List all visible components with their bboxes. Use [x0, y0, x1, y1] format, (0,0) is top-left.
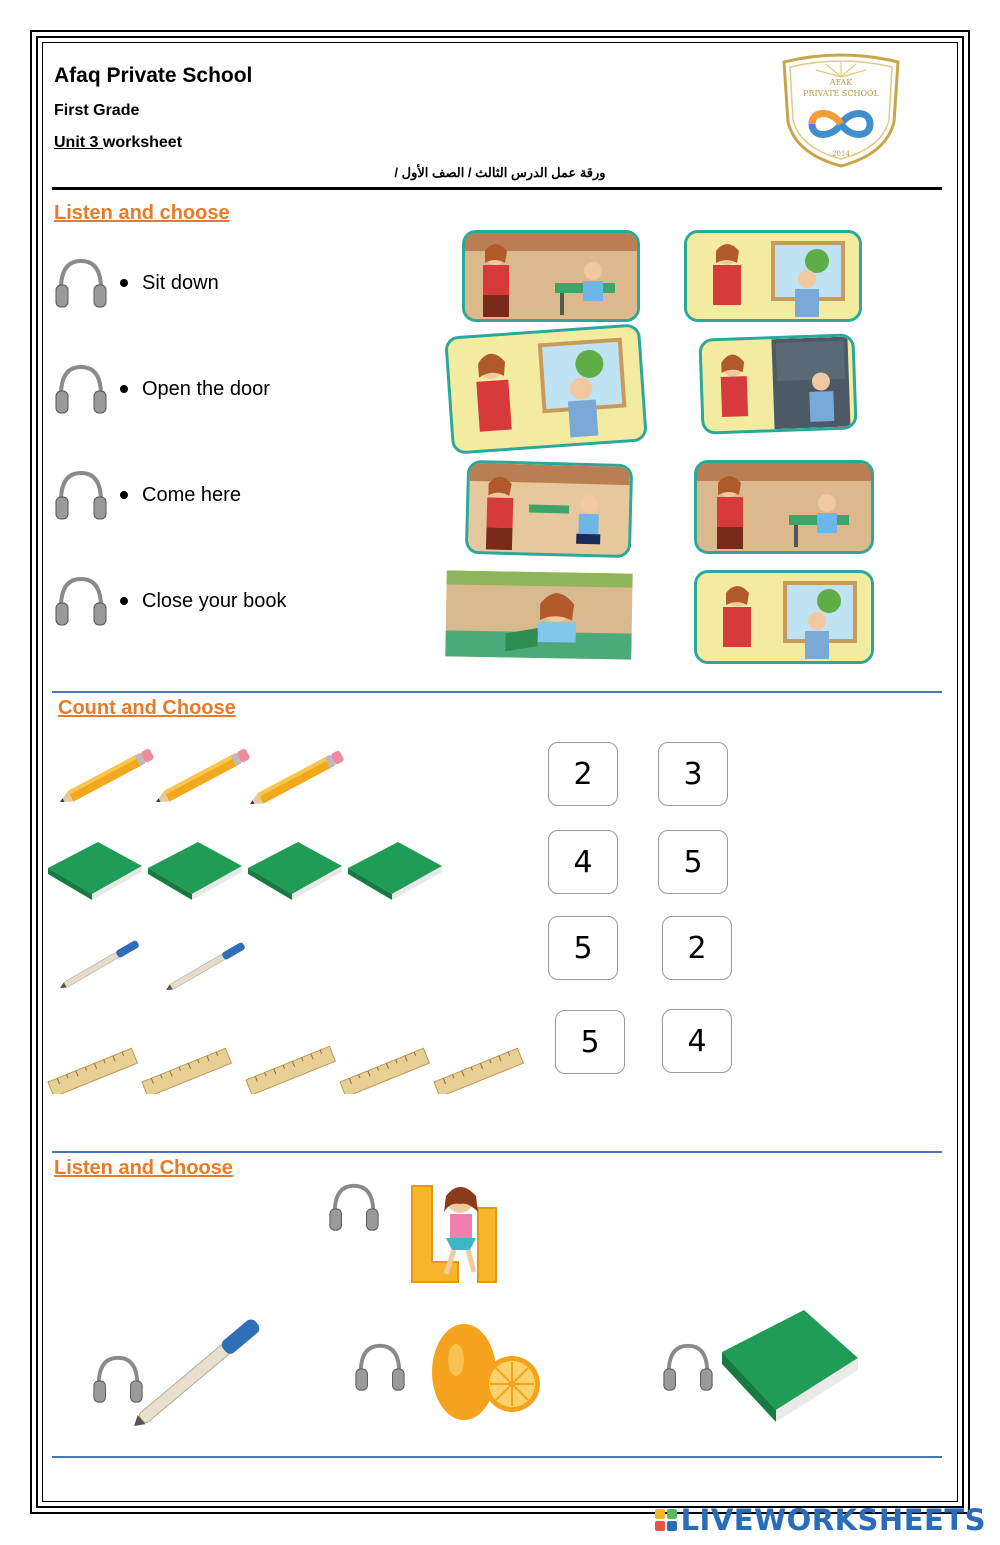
count-choice-ruler-a[interactable]: 5: [555, 1010, 625, 1074]
grade-label: First Grade: [54, 102, 140, 119]
listen-item-3: [54, 465, 241, 525]
book-picture: [718, 1306, 862, 1432]
listen-item-label: Open the door: [142, 377, 270, 400]
count-choice-pencil-a[interactable]: 2: [548, 742, 618, 806]
logo-year: 2014: [832, 150, 850, 158]
section3-title: Listen and Choose: [54, 1157, 233, 1179]
count-choice-book-b[interactable]: 5: [658, 830, 728, 894]
headphones-icon[interactable]: [660, 1340, 716, 1394]
count-choice-pen-b[interactable]: 2: [662, 916, 732, 980]
bullet: [120, 279, 128, 287]
sit-down-scene[interactable]: [694, 460, 874, 554]
ruler-icon: [434, 1048, 523, 1094]
lemon-picture: [424, 1322, 542, 1422]
pen-picture: [126, 1310, 270, 1434]
unit-worksheet: worksheet: [102, 134, 183, 151]
unit-number: Unit 3: [54, 134, 103, 151]
logo-line2: PRIVATE SCHOOL: [803, 89, 879, 98]
section-divider-3: [52, 1456, 942, 1458]
book-icon: [48, 842, 142, 900]
count-choice-pen-a[interactable]: 5: [548, 916, 618, 980]
liveworksheets-logo-icon: [655, 1509, 677, 1531]
listen-item-label: Sit down: [142, 271, 219, 294]
headphones-icon[interactable]: [54, 255, 108, 311]
count-choice-ruler-b[interactable]: 4: [662, 1009, 732, 1073]
pen-icon: [164, 942, 246, 994]
section-divider-2: [52, 1151, 942, 1153]
open-door-scene[interactable]: [698, 333, 857, 434]
liveworksheets-watermark: [655, 1503, 986, 1537]
arabic-title: ورقة عمل الدرس الثالث / الصف الأول /: [394, 165, 606, 180]
open-window-scene[interactable]: [444, 323, 648, 454]
section-divider-1: [52, 691, 942, 693]
come-here-scene[interactable]: [465, 460, 633, 558]
headphones-icon[interactable]: [352, 1340, 408, 1394]
listen-item-4: [54, 571, 287, 631]
school-logo: [776, 52, 906, 170]
bullet: [120, 597, 128, 605]
book-icon: [248, 842, 342, 900]
pen-group: [56, 930, 256, 996]
listen-item-label: Close your book: [142, 589, 287, 612]
book-icon: [148, 842, 242, 900]
school-name: Afaq Private School: [54, 64, 253, 87]
header-divider: [52, 187, 942, 190]
headphones-icon[interactable]: [54, 573, 108, 629]
reading-book-scene[interactable]: [445, 570, 632, 659]
listen-item-2: [54, 359, 270, 419]
pencil-icon: [57, 748, 154, 807]
pencil-icon: [153, 748, 250, 807]
book-group: [46, 838, 446, 904]
listen-item-1: [54, 253, 219, 313]
open-window-scene[interactable]: [694, 570, 874, 664]
bullet: [120, 491, 128, 499]
ruler-group: [46, 1024, 526, 1094]
pencil-icon: [247, 750, 344, 809]
headphones-icon[interactable]: [326, 1180, 382, 1234]
ruler-icon: [246, 1046, 335, 1094]
bullet: [120, 385, 128, 393]
pen-icon: [58, 940, 140, 992]
book-icon: [348, 842, 442, 900]
sit-down-scene[interactable]: [462, 230, 640, 322]
ruler-icon: [340, 1048, 429, 1094]
section1-title: Listen and choose: [54, 202, 230, 224]
unit-label: [54, 134, 182, 152]
pencil-group: [56, 744, 346, 810]
count-choice-pencil-b[interactable]: 3: [658, 742, 728, 806]
headphones-icon[interactable]: [54, 361, 108, 417]
listen-item-label: Come here: [142, 483, 241, 506]
logo-line1: AFAK: [829, 78, 853, 87]
ruler-icon: [48, 1048, 137, 1094]
ruler-icon: [142, 1048, 231, 1094]
open-window-scene[interactable]: [684, 230, 862, 322]
headphones-icon[interactable]: [54, 467, 108, 523]
watermark-text: LIVEWORKSHEETS: [680, 1503, 986, 1537]
section2-title: Count and Choose: [58, 697, 236, 719]
letter-L-girl-picture: [398, 1178, 510, 1290]
count-choice-book-a[interactable]: 4: [548, 830, 618, 894]
